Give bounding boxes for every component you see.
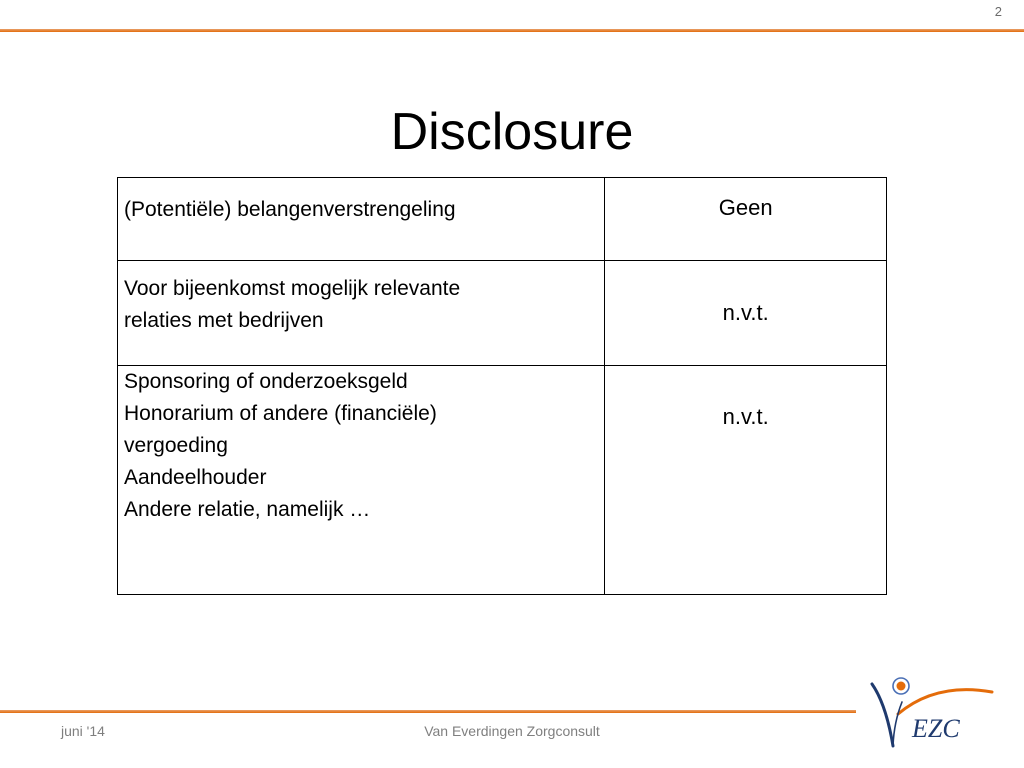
row-label-line: Andere relatie, namelijk … (124, 498, 371, 521)
row-value-cell: Geen (605, 178, 887, 261)
top-divider (0, 29, 1024, 32)
row-label-cell (118, 366, 605, 595)
row-label-cell (118, 261, 605, 366)
footer-company: Van Everdingen Zorgconsult (424, 723, 600, 739)
page-title: Disclosure (390, 102, 634, 161)
row-label-line: Aandeelhouder (124, 466, 267, 489)
row-label-line: (Potentiële) belangenverstrengeling (124, 198, 456, 221)
row-label-line: Voor bijeenkomst mogelijk relevante (124, 277, 461, 300)
bottom-divider (0, 710, 856, 713)
footer-date: juni '14 (61, 723, 105, 739)
row-label-line: Honorarium of andere (financiële) (124, 402, 437, 425)
table-row (118, 261, 887, 366)
row-value-cell: n.v.t. (605, 366, 887, 595)
row-label-cell (118, 178, 605, 261)
row-label-line: relaties met bedrijven (124, 309, 324, 332)
slide-number: 2 (994, 4, 1002, 19)
vezc-logo-icon (866, 674, 996, 750)
row-label-line: Sponsoring of onderzoeksgeld (124, 370, 408, 393)
row-value-cell: n.v.t. (605, 261, 887, 366)
logo-text: EZC (912, 714, 960, 743)
row-label-line: vergoeding (124, 434, 228, 457)
disclosure-table (117, 177, 887, 595)
table-row (118, 178, 887, 261)
table-row (118, 366, 887, 595)
